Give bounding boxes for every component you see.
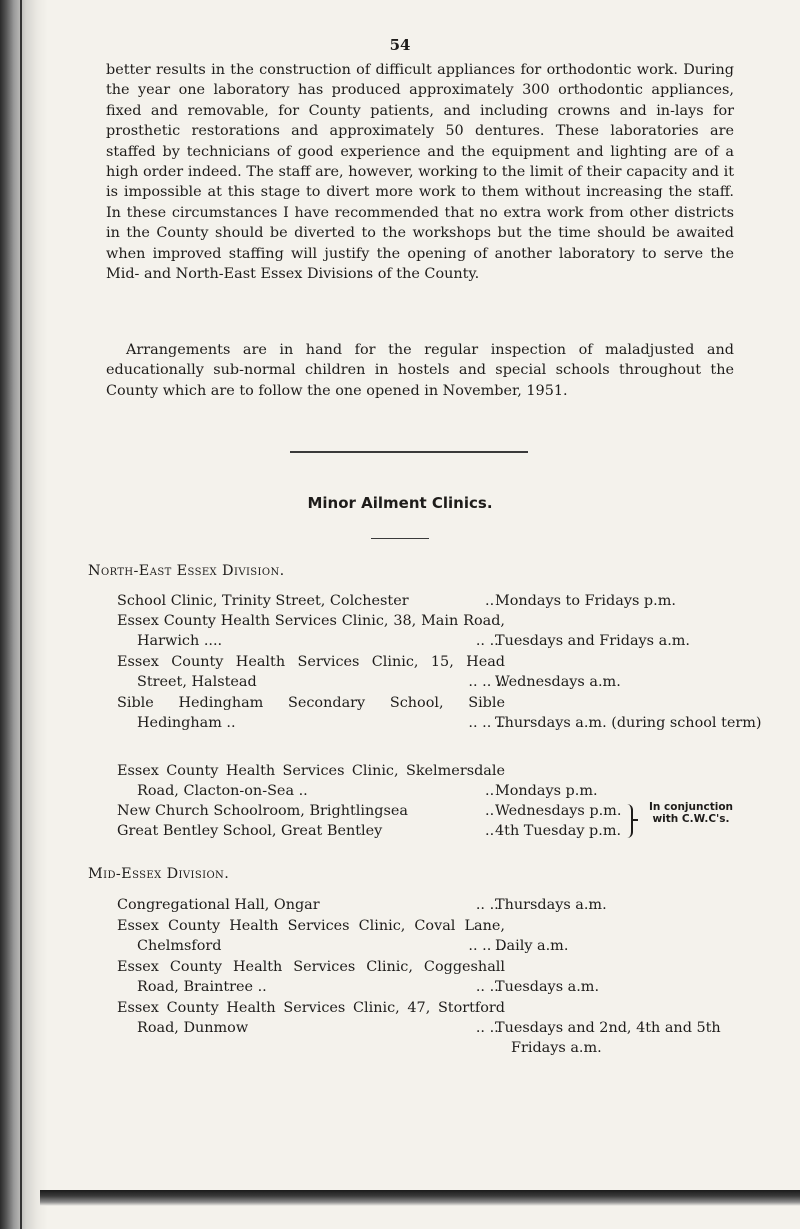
section-separator — [290, 451, 528, 453]
page-number: 54 — [389, 36, 411, 54]
binding-edge — [0, 0, 48, 1229]
section-heading: Minor Ailment Clinics. — [307, 494, 493, 512]
leader-dots: .. .. .. — [468, 715, 505, 732]
clinic-name: School Clinic, Trinity Street, Colchester .. — [117, 593, 495, 609]
clinic-time: Thursdays a.m. (during school term) — [495, 715, 762, 731]
clinic-name: New Church Schoolroom, Brightlingsea .. — [117, 803, 495, 819]
clinic-name: Essex County Health Services Clinic, 38, Main Road, Harwich .... .. .. — [117, 611, 505, 652]
division-title-north-east: North-East Essex Division. — [88, 563, 285, 579]
clinic-name: Sible Hedingham Secondary School, Sible Hedingham .. .. .. .. — [117, 693, 505, 734]
leader-dots: .. .. — [475, 979, 499, 996]
leader-dots: .. .. .. — [468, 938, 505, 955]
page-bottom-edge — [40, 1190, 800, 1206]
clinic-time: Thursdays a.m. — [495, 897, 607, 913]
clinic-time: 4th Tuesday p.m. — [495, 823, 622, 839]
clinic-name: Essex County Health Services Clinic, 47, Stortford Road, Dunmow .. .. — [117, 998, 505, 1039]
clinic-name: Essex County Health Services Clinic, Coval Lane, Chelmsford .. .. .. — [117, 916, 505, 957]
leader-dots: .. .. — [475, 1020, 499, 1037]
clinic-time: Tuesdays a.m. — [495, 979, 600, 995]
division-title-mid-essex: Mid-Essex Division. — [88, 866, 230, 882]
bracket-note: In conjunction with C.W.C's. — [648, 801, 734, 825]
clinic-name: Essex County Health Services Clinic, Skelmersdale Road, Clacton-on-Sea .. .. — [117, 763, 505, 800]
leader-dots: .. .. — [475, 633, 499, 650]
clinic-time: Tuesdays and 2nd, 4th and 5th Fridays a.m. — [495, 1020, 721, 1057]
clinic-time: Mondays p.m. — [495, 783, 598, 799]
clinic-name: Great Bentley School, Great Bentley .. — [117, 823, 495, 839]
paragraph-inspection: Arrangements are in hand for the regular inspection of maladjusted and educationally sub-normal children in hostels and special schools throughout the County which are to follow the one opened in November, 1951. — [106, 342, 734, 399]
clinic-name: Essex County Health Services Clinic, 15, Head Street, Halstead .. .. .. — [117, 652, 505, 693]
clinic-time: Wednesdays a.m. — [495, 674, 621, 690]
paragraph-laboratories: better results in the construction of difficult appliances for orthodontic work. During the year one laboratory has produced approximately 300 orthodontic appliances, fixed and removable, for County patients, and including crowns and in-lays for prosthetic restorations and approximately 50 dentures. These laboratories are staffed by technicians of good experience and the equipment and lighting are of a high order indeed. The staff are, however, working to the limit of their capacity and it is impossible at this stage to divert more work to them without increasing the staff. In these circumstances I have recommended that no extra work from other districts in the County should be diverted to the workshops but the time should be awaited when improved staffing will justify the opening of another laboratory to serve the Mid- and North-East Essex Divisions of the County. — [106, 62, 734, 283]
clinic-time: Wednesdays p.m. — [495, 803, 622, 819]
clinic-time: Daily a.m. — [495, 938, 569, 954]
clinic-time: Mondays to Fridays p.m. — [495, 593, 676, 609]
clinic-time: Tuesdays and Fridays a.m. — [495, 633, 691, 649]
leader-dots: .. .. — [475, 897, 499, 913]
clinic-name: Essex County Health Services Clinic, Coggeshall Road, Braintree .. .. .. — [117, 957, 505, 998]
heading-rule — [371, 538, 429, 539]
leader-dots: .. .. .. — [468, 674, 505, 691]
clinic-name: Congregational Hall, Ongar .. .. — [117, 895, 505, 915]
